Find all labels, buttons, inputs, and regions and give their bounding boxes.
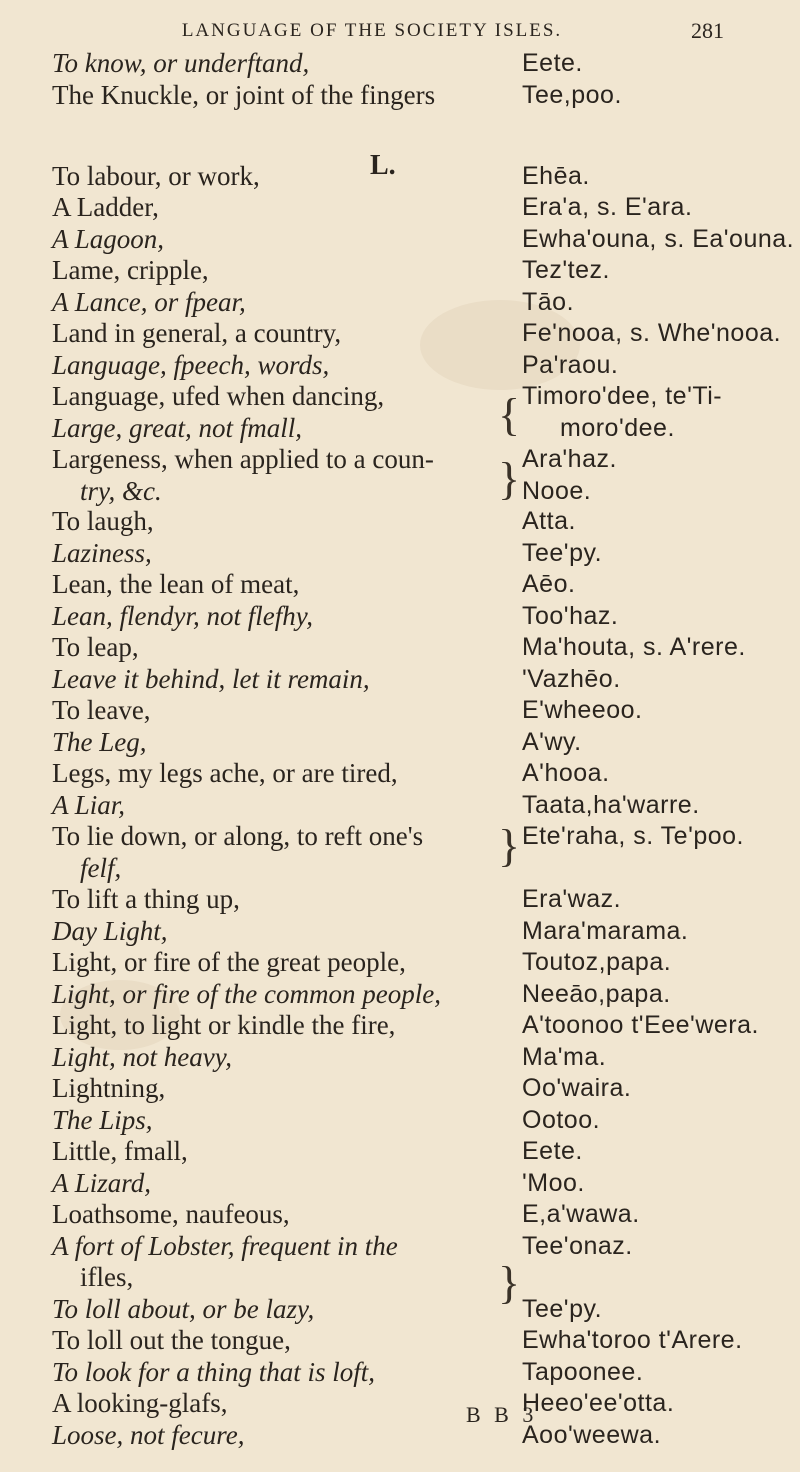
english-term: The Knuckle, or joint of the fingers — [52, 80, 436, 111]
english-term: The Leg, — [52, 726, 147, 757]
brace-mark: { — [498, 389, 521, 440]
tahitian-term: Ara'haz. — [522, 445, 617, 474]
tahitian-term: Ma'ma. — [522, 1042, 607, 1071]
tahitian-term: Nooe. — [522, 476, 592, 505]
english-term: Lightning, — [52, 1073, 166, 1104]
entry-row — [0, 350, 800, 384]
english-term: Large, great, not fmall, — [52, 412, 303, 443]
tahitian-term: Tee,poo. — [522, 81, 622, 110]
entry-row — [0, 80, 800, 114]
tahitian-term: 'Vazhēo. — [522, 664, 621, 693]
english-term: Language, ufed when dancing, — [52, 381, 385, 412]
entry-row — [0, 1325, 800, 1359]
entry-row — [0, 979, 800, 1013]
english-term: To loll out the tongue, — [52, 1325, 291, 1356]
tahitian-term: A'toonoo t'Eee'wera. — [522, 1011, 759, 1040]
entry-row — [0, 1262, 800, 1296]
tahitian-term: Oo'waira. — [522, 1074, 632, 1103]
english-term: Laziness, — [52, 537, 152, 568]
entry-row — [0, 1105, 800, 1139]
english-term: Loathsome, naufeous, — [52, 1199, 290, 1230]
english-term: The Lips, — [52, 1104, 153, 1135]
entry-row — [0, 538, 800, 572]
entry-row — [0, 224, 800, 258]
tahitian-term: Heeo'ee'otta. — [522, 1389, 675, 1418]
english-term: To lift a thing up, — [52, 884, 240, 915]
entry-row — [0, 287, 800, 321]
entry-row — [0, 790, 800, 824]
english-term: Language, fpeech, words, — [52, 349, 330, 380]
tahitian-term: Tee'py. — [522, 538, 603, 567]
english-term: Light, to light or kindle the fire, — [52, 1010, 396, 1041]
entry-row — [0, 727, 800, 761]
english-term: To loll about, or be lazy, — [52, 1293, 315, 1324]
english-term: Day Light, — [52, 915, 168, 946]
tahitian-term: E,a'wawa. — [522, 1200, 640, 1229]
entry-row — [0, 569, 800, 603]
entry-row — [0, 1357, 800, 1391]
section-letter: L. — [370, 150, 396, 181]
entry-row — [0, 758, 800, 792]
english-term: To lie down, or along, to reft one's — [52, 821, 424, 852]
entry-row — [0, 947, 800, 981]
english-term: To leap, — [52, 632, 139, 663]
entry-row — [0, 1168, 800, 1202]
entry-row — [0, 381, 800, 415]
english-term: To laugh, — [52, 506, 154, 537]
tahitian-term: Eete. — [522, 49, 583, 77]
entry-row — [0, 884, 800, 918]
tahitian-term: E'wheeoo. — [522, 696, 643, 725]
tahitian-term: Neeāo,papa. — [522, 979, 671, 1008]
tahitian-term: Timoro'dee, te'Ti- — [522, 382, 723, 411]
english-term: Light, or fire of the common people, — [52, 978, 441, 1009]
english-term: Little, fmall, — [52, 1136, 188, 1167]
tahitian-term: Mara'marama. — [522, 916, 689, 945]
tahitian-term: Pa'raou. — [522, 350, 619, 379]
tahitian-term: Ehēa. — [522, 161, 590, 190]
entry-row — [0, 1042, 800, 1076]
page-number: 281 — [691, 18, 724, 43]
english-term: A Ladder, — [52, 192, 159, 223]
english-term: To look for a thing that is loft, — [52, 1356, 376, 1387]
tahitian-term: moro'dee. — [560, 413, 675, 442]
tahitian-term: A'wy. — [522, 727, 582, 756]
english-term: Light, not heavy, — [52, 1041, 232, 1072]
english-term: Lean, flendyr, not flefhy, — [52, 600, 313, 631]
tahitian-term: Too'haz. — [522, 601, 619, 630]
english-term: To know, or underftand, — [52, 48, 310, 78]
entry-row — [0, 664, 800, 698]
entry-row — [0, 1231, 800, 1265]
entry-row — [0, 1294, 800, 1328]
entry-row — [0, 1420, 800, 1454]
tahitian-term: 'Moo. — [522, 1168, 585, 1197]
english-term: Loose, not fecure, — [52, 1420, 245, 1450]
tahitian-term: Toutoz,papa. — [522, 948, 672, 977]
english-term: To leave, — [52, 695, 151, 726]
entry-row — [0, 1073, 800, 1107]
entry-row — [0, 413, 800, 447]
tahitian-term: Ete'raha, s. Te'poo. — [522, 822, 744, 851]
entry-row — [0, 853, 800, 887]
english-term: Lean, the lean of meat, — [52, 569, 300, 600]
entry-row — [0, 1010, 800, 1044]
entry-row — [0, 1388, 800, 1422]
english-term: ifles, — [80, 1262, 134, 1293]
entry-row — [0, 1136, 800, 1170]
tahitian-term: Tee'onaz. — [522, 1231, 633, 1260]
tahitian-term: Fe'nooa, s. Whe'nooa. — [522, 319, 782, 348]
english-term: Legs, my legs ache, or are tired, — [52, 758, 398, 789]
tahitian-term: Tez'tez. — [522, 256, 610, 285]
tahitian-term: Era'a, s. E'ara. — [522, 193, 693, 222]
tahitian-term: A'hooa. — [522, 759, 610, 788]
english-term: To labour, or work, — [52, 160, 260, 191]
english-term: Largeness, when applied to a coun- — [52, 444, 434, 475]
english-term: Lame, cripple, — [52, 255, 209, 286]
english-term: A Lagoon, — [52, 223, 165, 254]
brace-mark: } — [498, 820, 521, 871]
tahitian-term: Tāo. — [522, 287, 575, 316]
english-term: A fort of Lobster, frequent in the — [52, 1230, 398, 1261]
tahitian-term: Atta. — [522, 507, 576, 536]
entry-row — [0, 632, 800, 666]
tahitian-term: Aēo. — [522, 570, 576, 599]
brace-mark: } — [498, 453, 521, 504]
english-term: Land in general, a country, — [52, 318, 342, 349]
tahitian-term: Ewha'ouna, s. Ea'ouna. — [522, 224, 795, 253]
tahitian-term: Ewha'toroo t'Arere. — [522, 1326, 743, 1355]
entry-row — [0, 161, 800, 195]
entry-row — [0, 318, 800, 352]
english-term: A looking-glafs, — [52, 1388, 228, 1419]
brace-mark: } — [498, 1257, 521, 1308]
entry-row — [0, 506, 800, 540]
entry-row — [0, 601, 800, 635]
tahitian-term: Tee'py. — [522, 1294, 603, 1323]
english-term: A Lance, or fpear, — [52, 286, 246, 317]
english-term: A Liar, — [52, 789, 126, 820]
tahitian-term: Eete. — [522, 1137, 583, 1166]
entry-row — [0, 255, 800, 289]
english-term: felf, — [80, 852, 122, 883]
english-term: A Lizard, — [52, 1167, 152, 1198]
entry-row — [0, 1199, 800, 1233]
tahitian-term: Ootoo. — [522, 1105, 601, 1134]
entry-row — [0, 192, 800, 226]
entry-row — [0, 48, 800, 82]
tahitian-term: Era'waz. — [522, 885, 622, 914]
english-term: Leave it behind, let it remain, — [52, 663, 370, 694]
english-term: try, &c. — [80, 475, 162, 506]
tahitian-term: Tapoonee. — [522, 1357, 644, 1386]
entry-row — [0, 695, 800, 729]
entry-row — [0, 916, 800, 950]
english-term: Light, or fire of the great people, — [52, 947, 406, 978]
entry-row — [0, 444, 800, 478]
running-title: LANGUAGE OF THE SOCIETY ISLES. — [181, 20, 563, 41]
tahitian-term: Aoo'weewa. — [522, 1421, 662, 1449]
tahitian-term: Ma'houta, s. A'rere. — [522, 633, 746, 662]
signature-mark: B B 3 — [466, 1402, 538, 1427]
tahitian-term: Taata,ha'warre. — [522, 790, 700, 819]
entry-row — [0, 476, 800, 510]
entry-row — [0, 821, 800, 855]
